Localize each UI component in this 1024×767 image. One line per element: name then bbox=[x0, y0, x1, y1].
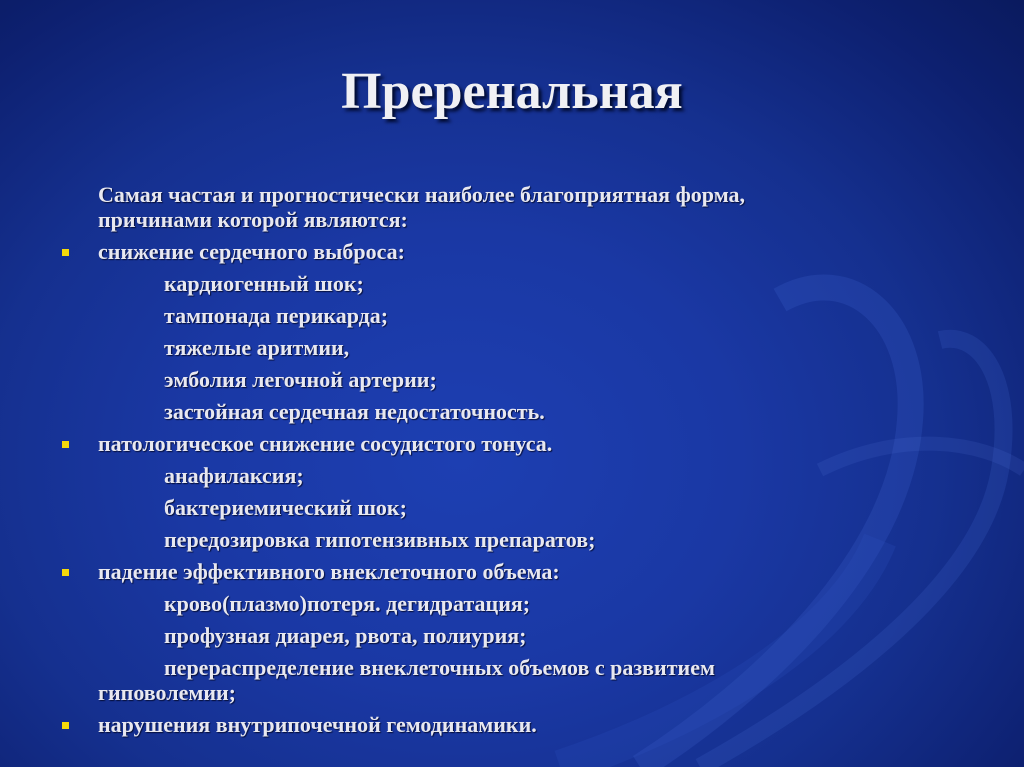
sub-item: эмболия легочной артерии; bbox=[164, 367, 437, 392]
slide-title: Преренальная bbox=[341, 63, 683, 120]
slide-content bbox=[58, 182, 958, 744]
sub-item: тяжелые аритмии, bbox=[164, 335, 350, 360]
sub-item: передозировка гипотензивных препаратов; bbox=[164, 527, 596, 552]
intro-paragraph bbox=[58, 182, 958, 232]
intro-line: Самая частая и прогностически наиболее благоприятная форма, bbox=[98, 182, 746, 207]
bullet-text: падение эффективного внеклеточного объема: bbox=[98, 559, 560, 584]
intro-line: причинами которой являются: bbox=[98, 207, 408, 232]
bullet-item bbox=[58, 712, 958, 744]
sub-item: профузная диарея, рвота, полиурия; bbox=[164, 623, 527, 648]
square-bullet-icon bbox=[62, 569, 69, 576]
square-bullet-icon bbox=[62, 441, 69, 448]
sub-item: анафилаксия; bbox=[164, 463, 304, 488]
sub-item: застойная сердечная недостаточность. bbox=[164, 399, 545, 424]
sub-item-wrapped bbox=[58, 655, 958, 705]
bullet-text: патологическое снижение сосудистого тонуса. bbox=[98, 431, 553, 456]
bullet-item bbox=[58, 239, 958, 271]
square-bullet-icon bbox=[62, 249, 69, 256]
sub-item-continuation: гиповолемии; bbox=[98, 680, 237, 705]
bullet-text: снижение сердечного выброса: bbox=[98, 239, 405, 264]
bullet-text: нарушения внутрипочечной гемодинамики. bbox=[98, 712, 537, 737]
bullet-item bbox=[58, 431, 958, 463]
sub-item-line: перераспределение внеклеточных объемов с развитием bbox=[164, 655, 715, 680]
square-bullet-icon bbox=[62, 722, 69, 729]
bullet-item bbox=[58, 559, 958, 591]
sub-item: крово(плазмо)потеря. дегидратация; bbox=[164, 591, 531, 616]
sub-item: бактериемический шок; bbox=[164, 495, 407, 520]
sub-item: кардиогенный шок; bbox=[164, 271, 364, 296]
sub-item: тампонада перикарда; bbox=[164, 303, 389, 328]
